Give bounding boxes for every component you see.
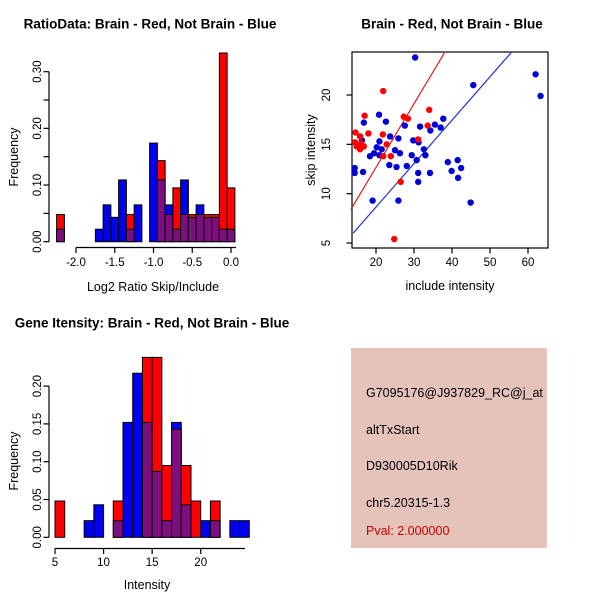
gene-hist-y-tick-label: 0.00 xyxy=(32,526,44,549)
scatter-point-blue xyxy=(532,71,538,77)
ratio-hist-bar-overlap xyxy=(165,214,173,241)
scatter-point-blue xyxy=(455,157,461,163)
ratio-hist-y-tick-label: 0.00 xyxy=(32,230,44,253)
gene-hist-x-tick-label: 20 xyxy=(194,557,208,569)
scatter-x-tick-label: 50 xyxy=(483,257,497,269)
scatter-point-blue xyxy=(360,169,366,175)
ratio-hist-bar xyxy=(134,205,142,242)
gene-hist-bar xyxy=(84,521,94,538)
scatter-point-blue xyxy=(393,164,399,170)
scatter-point-red xyxy=(415,136,421,142)
ratio-hist-y-tick-label: 0.30 xyxy=(32,60,44,83)
scatter-point-red xyxy=(361,113,367,119)
scatter-point-blue xyxy=(415,179,421,185)
scatter-y-tick-label: 20 xyxy=(321,88,333,102)
scatter-point-blue xyxy=(409,152,415,158)
ratio-hist-bar xyxy=(219,53,227,242)
gene-hist-bar xyxy=(55,501,65,537)
gene-hist-x-tick-label: 5 xyxy=(51,557,59,569)
scatter-point-blue xyxy=(455,175,461,181)
scatter-point-red xyxy=(405,115,411,121)
scatter-point-blue xyxy=(440,115,446,121)
scatter-y-tick-label: 10 xyxy=(321,187,333,201)
scatter-point-red xyxy=(398,179,404,185)
gene-hist-x-tick-label: 10 xyxy=(97,557,110,569)
ratio-hist-xlabel: Log2 Ratio Skip/Include xyxy=(86,280,220,294)
scatter-point-red xyxy=(380,131,386,137)
scatter-point-red xyxy=(352,139,358,145)
gene-hist-y-tick-label: 0.15 xyxy=(32,412,44,436)
scatter-point-blue xyxy=(395,135,401,141)
gene-hist-bar-overlap xyxy=(113,521,123,538)
scatter-point-blue xyxy=(386,162,392,168)
scatter-point-blue xyxy=(376,138,382,144)
scatter-y-tick-label: 5 xyxy=(321,239,333,247)
scatter-point-blue xyxy=(448,168,454,174)
event-type-text: altTxStart xyxy=(366,423,420,437)
gene-hist-y-tick-label: 0.20 xyxy=(32,374,44,398)
gene-hist-bar xyxy=(230,521,240,538)
ratio-hist-bar-overlap xyxy=(219,229,227,241)
ratio-hist-bar-overlap xyxy=(204,217,212,241)
scatter-point-blue xyxy=(537,93,543,99)
ratio-hist-bar-overlap xyxy=(126,229,134,241)
gene-hist-bar xyxy=(240,521,250,538)
scatter-point-red xyxy=(426,107,432,113)
gene-name-text: D930005D10Rik xyxy=(366,459,458,473)
scatter-point-blue xyxy=(412,54,418,60)
ratio-hist-x-tick-label: -0.5 xyxy=(182,257,203,269)
gene-hist-bar-overlap xyxy=(152,472,162,538)
ratio-hist-bar-overlap xyxy=(188,217,196,241)
scatter-point-blue xyxy=(470,82,476,88)
scatter-point-blue xyxy=(467,199,473,205)
scatter-point-red xyxy=(365,130,371,136)
scatter-point-blue xyxy=(402,122,408,128)
gene-hist-title: Gene Itensity: Brain - Red, Not Brain - Blue xyxy=(14,315,290,331)
scatter-point-blue xyxy=(397,150,403,156)
gene-hist-bar-overlap xyxy=(142,422,152,537)
scatter-point-red xyxy=(380,88,386,94)
ratio-hist-x-tick-label: -1.5 xyxy=(104,257,125,269)
gene-hist-bar xyxy=(191,501,201,537)
scatter-y-tick-label: 15 xyxy=(321,137,333,151)
scatter-point-red xyxy=(357,146,363,152)
scatter-point-blue xyxy=(383,118,389,124)
ratio-hist-bar-overlap xyxy=(173,229,181,241)
scatter-point-red xyxy=(424,122,430,128)
gene-hist-bar-overlap xyxy=(162,521,172,538)
pval-text: Pval: 2.000000 xyxy=(366,524,450,538)
ratio-hist-bar-overlap xyxy=(181,214,189,241)
scatter-point-blue xyxy=(458,165,464,171)
scatter-point-blue xyxy=(369,197,375,203)
scatter-point-red xyxy=(383,141,389,147)
scatter-point-blue xyxy=(432,121,438,127)
scatter-point-blue xyxy=(361,119,367,125)
ratio-hist-y-tick-label: 0.20 xyxy=(32,117,44,140)
ratio-hist-bar-overlap xyxy=(57,229,65,241)
gene-hist-x-tick-label: 15 xyxy=(145,557,159,569)
ratio-hist-y-tick-label: 0.10 xyxy=(32,173,44,197)
ratio-hist-bar xyxy=(103,205,111,242)
ratio-hist-x-tick-label: -1.0 xyxy=(143,257,164,269)
gene-hist-bar xyxy=(133,373,143,537)
scatter-point-blue xyxy=(387,133,393,139)
ratio-hist-bar-overlap xyxy=(196,214,204,241)
locus-text: chr5.20315-1.3 xyxy=(366,496,451,510)
scatter-title: Brain - Red, Not Brain - Blue xyxy=(361,16,543,32)
ratio-hist-bar-overlap xyxy=(157,180,165,242)
scatter-point-red xyxy=(352,129,358,135)
scatter-point-blue xyxy=(427,170,433,176)
scatter-point-blue xyxy=(437,124,443,130)
gene-hist-bar-overlap xyxy=(172,429,182,537)
scatter-point-blue xyxy=(445,159,451,165)
gene-hist-ylabel: Frequency xyxy=(7,431,21,491)
ratio-hist-x-tick-label: 0.0 xyxy=(223,257,239,269)
scatter-x-tick-label: 40 xyxy=(445,257,459,269)
scatter-point-red xyxy=(388,153,394,159)
scatter-point-red xyxy=(380,153,386,159)
scatter-point-red xyxy=(391,236,397,242)
gene-hist-bar xyxy=(94,505,104,538)
scatter-point-blue xyxy=(422,152,428,158)
scatter-x-tick-label: 30 xyxy=(407,257,421,269)
gene-hist-bar-overlap xyxy=(181,505,191,538)
gene-hist-y-tick-label: 0.05 xyxy=(32,488,44,511)
gene-hist-y-tick-label: 0.10 xyxy=(32,450,44,473)
scatter-ylabel: skip intensity xyxy=(304,114,318,186)
gene-hist-xlabel: Intensity xyxy=(123,578,171,592)
ratio-hist-bar-overlap xyxy=(212,217,220,241)
scatter-point-blue xyxy=(417,123,423,129)
ratio-hist-x-tick-label: -2.0 xyxy=(66,257,86,269)
scatter-point-blue xyxy=(413,157,419,163)
scatter-x-tick-label: 60 xyxy=(521,257,535,269)
gene-hist-bar-overlap xyxy=(210,521,220,538)
ratio-hist-bar xyxy=(150,143,158,242)
ratio-hist-bar-overlap xyxy=(227,229,235,241)
scatter-point-blue xyxy=(376,112,382,118)
scatter-point-blue xyxy=(379,146,385,152)
gene-hist-bar xyxy=(201,521,211,538)
scatter-x-tick-label: 20 xyxy=(369,257,383,269)
ratio-hist-bar xyxy=(119,180,127,242)
scatter-point-blue xyxy=(352,170,358,176)
scatter-point-blue xyxy=(367,153,373,159)
scatter-point-blue xyxy=(404,163,410,169)
scatter-point-blue xyxy=(415,170,421,176)
scatter-xlabel: include intensity xyxy=(405,279,495,293)
probe-id-text: G7095176@J937829_RC@j_at xyxy=(366,386,543,400)
gene-info-panel xyxy=(351,348,547,548)
scatter-point-blue xyxy=(395,197,401,203)
gene-hist-bar xyxy=(123,422,133,537)
ratio-hist-title: RatioData: Brain - Red, Not Brain - Blue xyxy=(23,16,277,32)
ratio-hist-bar xyxy=(111,217,119,241)
ratio-hist-ylabel: Frequency xyxy=(7,127,21,187)
scatter-point-blue xyxy=(421,146,427,152)
ratio-hist-bar xyxy=(95,229,103,241)
